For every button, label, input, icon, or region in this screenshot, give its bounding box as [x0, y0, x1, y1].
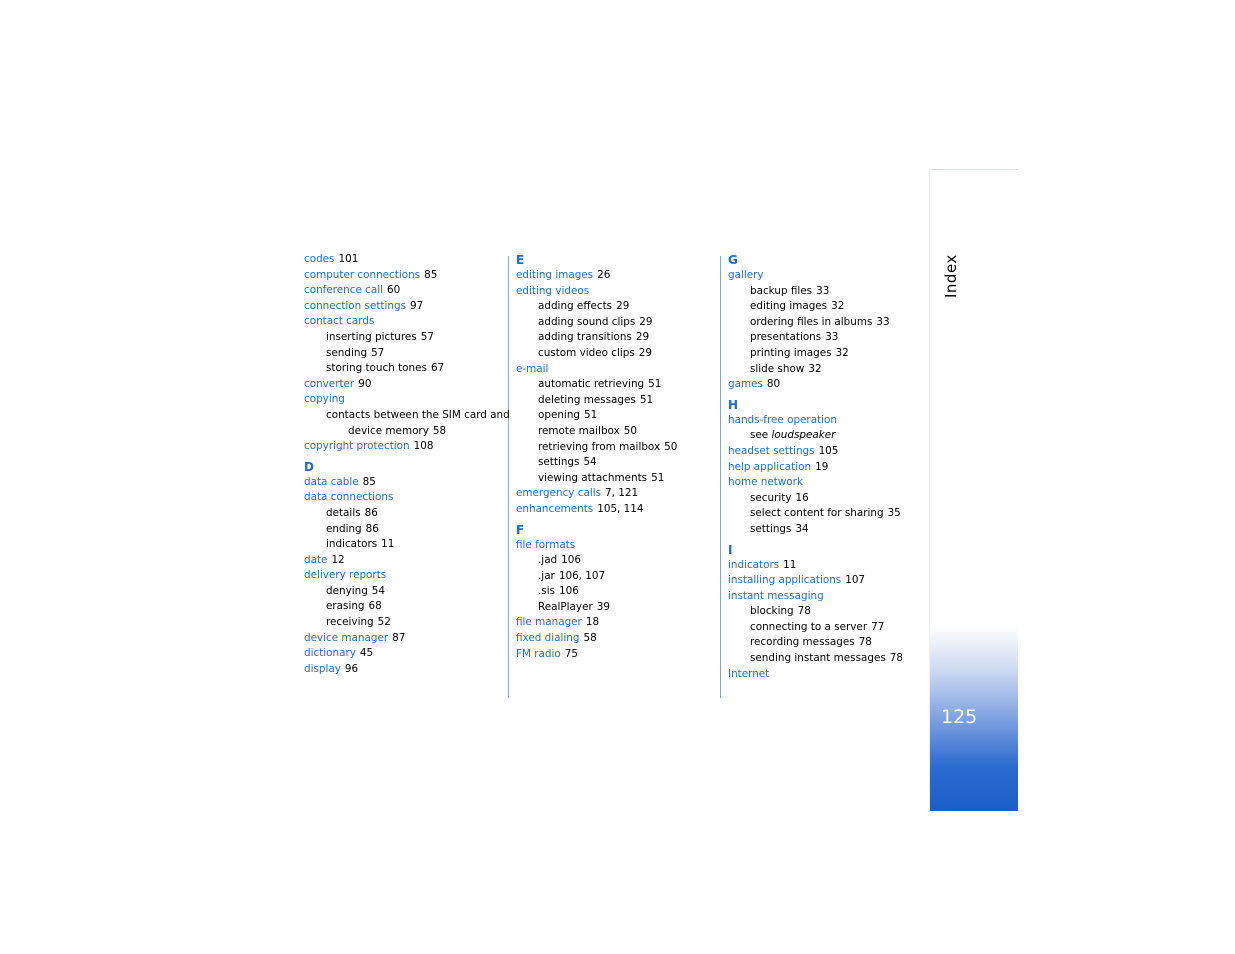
page-reference: 54: [371, 584, 386, 597]
letter-heading: G: [728, 253, 738, 267]
index-entry: [304, 299, 504, 315]
index-subentry: [304, 346, 504, 362]
index-subentry: [728, 299, 928, 315]
page-reference: 87: [392, 631, 406, 644]
subentry-text: inserting pictures: [326, 330, 417, 343]
subentry-text: slide show: [750, 362, 805, 375]
subentry-text: contacts between the SIM card and device memory: [326, 408, 510, 437]
index-term-link[interactable]: gallery: [728, 269, 764, 281]
page-reference: 80: [766, 378, 781, 391]
page-reference: 32: [835, 346, 849, 359]
index-subentry: [516, 377, 716, 393]
page-reference: 29: [616, 300, 630, 313]
page-reference: 57: [371, 346, 385, 359]
index-column-1: [304, 252, 510, 677]
page-reference: 32: [808, 362, 822, 375]
page-reference: 108: [413, 440, 434, 453]
index-term-link[interactable]: installing applications: [728, 574, 842, 587]
subentry-text: storing touch tones: [326, 362, 427, 375]
page-reference: 78: [858, 636, 872, 649]
page-reference: 58: [432, 424, 447, 437]
index-term-link[interactable]: games: [728, 378, 763, 391]
index-entry: [304, 314, 504, 330]
page-reference: 97: [410, 299, 424, 312]
index-term-link[interactable]: data cable: [304, 475, 359, 488]
page-reference: 12: [331, 553, 345, 566]
index-entry: [728, 377, 928, 393]
index-term-link[interactable]: file manager: [516, 616, 582, 629]
letter-heading: H: [728, 397, 739, 412]
subentry-text: erasing: [326, 600, 365, 613]
index-entry: [728, 268, 928, 284]
page-reference: 52: [377, 616, 391, 629]
index-entry: [728, 475, 928, 491]
index-subentry: [728, 315, 928, 331]
index-subentry: [304, 615, 504, 631]
page-reference: 96: [344, 662, 359, 675]
index-entry: [304, 553, 504, 569]
index-entry: [304, 252, 504, 268]
index-entry: [728, 573, 928, 589]
index-subentry: [728, 651, 928, 667]
page-reference: 106, 107: [558, 569, 606, 582]
index-term-link[interactable]: data connections: [304, 491, 394, 504]
index-column-3: [728, 252, 928, 682]
index-term-link[interactable]: converter: [304, 377, 355, 390]
page-reference: 11: [381, 538, 395, 551]
index-term-link[interactable]: enhancements: [516, 502, 594, 515]
index-column-2: [516, 252, 716, 662]
index-subentry: [516, 299, 716, 315]
index-subentry: [516, 455, 716, 471]
index-subentry: [304, 522, 504, 538]
page-reference: 54: [583, 456, 597, 469]
index-entry: [516, 486, 716, 502]
index-subentry: [304, 537, 504, 553]
index-entry: [516, 631, 716, 647]
page-reference: 107: [845, 574, 866, 587]
page-reference: 105, 114: [597, 502, 644, 515]
page-reference: 29: [639, 315, 653, 328]
index-term-link[interactable]: headset settings: [728, 444, 815, 457]
index-subentry: [728, 330, 928, 346]
section-title: Index: [942, 254, 960, 298]
index-entry: [516, 362, 716, 378]
subentry-text: settings: [538, 456, 580, 469]
index-entry: [728, 460, 928, 476]
index-subentry: [304, 361, 504, 377]
index-subentry: [304, 408, 528, 439]
index-term-link[interactable]: computer connections: [304, 268, 421, 281]
page-reference: 85: [362, 475, 376, 488]
subentry-text: settings: [750, 522, 792, 535]
index-subentry: [516, 471, 716, 487]
subentry-text: printing images: [750, 346, 832, 359]
page-reference: 78: [797, 605, 811, 618]
index-subentry: [728, 491, 928, 507]
index-subentry: [516, 408, 716, 424]
page-reference: 18: [585, 616, 600, 629]
index-subentry: [728, 522, 928, 538]
index-term-link[interactable]: connection settings: [304, 299, 406, 312]
index-term-link[interactable]: file formats: [516, 538, 576, 551]
index-entry: [516, 615, 716, 631]
index-subentry: [728, 506, 928, 522]
page-reference: 90: [358, 377, 372, 390]
subentry-text: .jar: [538, 569, 555, 582]
index-entry: [728, 413, 928, 429]
index-subentry: [304, 584, 504, 600]
page-reference: 50: [623, 424, 637, 437]
index-term-link[interactable]: instant messaging: [728, 589, 824, 602]
subentry-text: opening: [538, 409, 580, 422]
index-entry: [304, 283, 504, 299]
index-entry: [516, 502, 716, 518]
page-reference: 33: [816, 284, 830, 297]
subentry-text: editing images: [750, 300, 828, 313]
index-subentry: [728, 604, 928, 620]
page-reference: 39: [596, 600, 610, 613]
index-subentry: [516, 346, 716, 362]
see-prefix: see: [750, 429, 769, 442]
index-entry: [516, 538, 716, 554]
page-reference: 58: [583, 632, 597, 645]
subentry-text: adding sound clips: [538, 315, 636, 328]
index-entry: [304, 662, 504, 678]
page-reference: 26: [597, 269, 611, 281]
index-subentry: [516, 553, 716, 569]
index-entry: [304, 377, 504, 393]
page-reference: 33: [876, 315, 890, 328]
index-entry: [304, 439, 504, 455]
subentry-text: receiving: [326, 616, 374, 629]
subentry-text: backup files: [750, 284, 813, 297]
index-term-link[interactable]: indicators: [728, 558, 780, 571]
column-divider: [720, 256, 721, 698]
index-subentry: [516, 330, 716, 346]
subentry-text: retrieving from mailbox: [538, 440, 661, 453]
subentry-text: connecting to a server: [750, 620, 868, 633]
index-term-link[interactable]: copyright protection: [304, 440, 410, 453]
subentry-text: adding effects: [538, 300, 613, 313]
index-entry: [516, 647, 716, 663]
index-entry: [304, 268, 504, 284]
page-reference: 101: [338, 253, 359, 265]
page-reference: 50: [664, 440, 678, 453]
page-reference: 85: [424, 268, 438, 281]
index-subentry: [516, 424, 716, 440]
index-term-link[interactable]: hands-free operation: [728, 413, 837, 426]
letter-heading: F: [516, 522, 525, 537]
index-entry: [728, 667, 928, 683]
see-target: loudspeaker: [771, 429, 836, 442]
index-entry: [516, 268, 716, 284]
subentry-text: select content for sharing: [750, 507, 884, 520]
index-term-link[interactable]: codes: [304, 253, 335, 265]
page-reference: 29: [638, 346, 652, 359]
index-entry: [516, 284, 716, 300]
index-term-link[interactable]: Internet: [728, 667, 770, 680]
subentry-text: ordering files in albums: [750, 315, 873, 328]
page-reference: 106: [559, 585, 579, 598]
index-entry: [304, 475, 504, 491]
index-term-link[interactable]: conference call: [304, 284, 383, 297]
page-reference: 68: [368, 600, 382, 613]
subentry-text: custom video clips: [538, 346, 635, 359]
index-term-link[interactable]: copying: [304, 393, 345, 406]
index-entry: [728, 589, 928, 605]
page-reference: 105: [818, 444, 839, 457]
page-number: 125: [941, 706, 978, 728]
index-term-link[interactable]: display: [304, 662, 341, 675]
index-entry: [304, 568, 504, 584]
see-reference: [728, 428, 928, 444]
page-reference: 35: [887, 507, 901, 520]
subentry-text: sending: [326, 346, 368, 359]
letter-heading: E: [516, 253, 525, 267]
subentry-text: adding transitions: [538, 331, 632, 344]
index-term-link[interactable]: editing images: [516, 269, 594, 281]
index-subentry: [516, 315, 716, 331]
subentry-text: sending instant messages: [750, 652, 886, 665]
subentry-text: denying: [326, 584, 368, 597]
index-subentry: [304, 599, 504, 615]
index-entry: [304, 392, 504, 408]
page-reference: 86: [364, 506, 378, 519]
index-term-link[interactable]: FM radio: [516, 647, 561, 660]
subentry-text: RealPlayer: [538, 600, 593, 613]
subentry-text: deleting messages: [538, 393, 636, 406]
index-term-link[interactable]: date: [304, 553, 328, 566]
index-term-link[interactable]: device manager: [304, 631, 389, 644]
index-entry: [304, 646, 504, 662]
index-term-link[interactable]: dictionary: [304, 647, 356, 660]
subentry-text: presentations: [750, 331, 822, 344]
index-subentry: [516, 600, 716, 616]
subentry-text: security: [750, 491, 792, 504]
index-subentry: [728, 620, 928, 636]
page-reference: 32: [831, 300, 845, 313]
index-subentry: [728, 635, 928, 651]
page-reference: 51: [584, 409, 598, 422]
index-subentry: [516, 569, 716, 585]
page-reference: 11: [783, 558, 797, 571]
subentry-text: indicators: [326, 538, 378, 551]
letter-heading: D: [304, 459, 314, 474]
column-divider: [508, 256, 509, 698]
index-entry: [728, 444, 928, 460]
page-reference: 16: [795, 491, 809, 504]
index-subentry: [728, 346, 928, 362]
page-reference: 78: [889, 652, 903, 665]
page-reference: 106: [561, 554, 581, 567]
page-reference: 29: [635, 331, 650, 344]
index-subentry: [728, 284, 928, 300]
page-reference: 45: [359, 647, 374, 660]
index-subentry: [516, 393, 716, 409]
page-reference: 86: [365, 522, 379, 535]
subentry-text: .jad: [538, 554, 558, 567]
letter-heading: I: [728, 542, 733, 557]
subentry-text: ending: [326, 522, 362, 535]
index-entry: [728, 558, 928, 574]
index-entry: [304, 490, 504, 506]
subentry-text: blocking: [750, 605, 794, 618]
index-subentry: [304, 330, 504, 346]
page-reference: 51: [651, 471, 665, 484]
page-reference: 77: [871, 620, 885, 633]
page-reference: 7, 121: [605, 487, 639, 500]
index-term-link[interactable]: contact cards: [304, 315, 375, 328]
index-term-link[interactable]: delivery reports: [304, 569, 387, 582]
index-subentry: [516, 440, 716, 456]
subentry-text: remote mailbox: [538, 424, 620, 437]
subentry-text: .sis: [538, 585, 556, 598]
index-term-link[interactable]: editing videos: [516, 284, 590, 297]
page-reference: 75: [564, 647, 578, 660]
index-term-link[interactable]: help application: [728, 460, 812, 473]
page-reference: 60: [387, 284, 401, 297]
subentry-text: automatic retrieving: [538, 378, 645, 391]
index-subentry: [516, 584, 716, 600]
page-reference: 19: [815, 460, 829, 473]
index-term-link[interactable]: e-mail: [516, 362, 549, 375]
page-reference: 51: [639, 393, 654, 406]
index-subentry: [304, 506, 504, 522]
page-reference: 34: [795, 522, 809, 535]
index-term-link[interactable]: home network: [728, 476, 803, 489]
page-reference: 57: [420, 330, 434, 343]
index-term-link[interactable]: fixed dialing: [516, 632, 580, 645]
index-term-link[interactable]: emergency calls: [516, 487, 602, 500]
subentry-text: details: [326, 506, 361, 519]
index-entry: [304, 631, 504, 647]
index-subentry: [728, 362, 928, 378]
page-reference: 51: [648, 378, 662, 391]
subentry-text: recording messages: [750, 636, 855, 649]
page-reference: 67: [430, 362, 445, 375]
page-reference: 33: [825, 331, 839, 344]
subentry-text: viewing attachments: [538, 471, 648, 484]
